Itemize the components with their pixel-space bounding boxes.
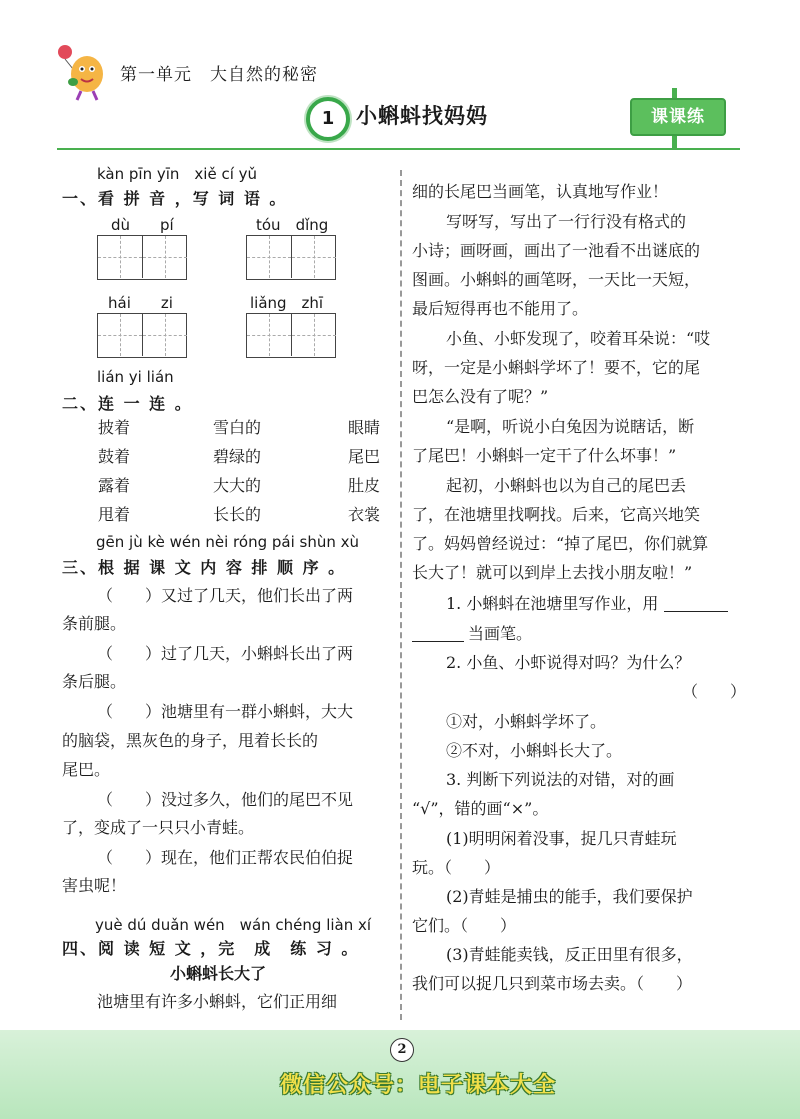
passage-line: 写呀写，写出了一行行没有格式的 (446, 212, 687, 231)
answer-blank[interactable] (412, 627, 464, 642)
judge-item-cont[interactable]: 它们。（ ） (412, 916, 517, 935)
question-2: 2. 小鱼、小虾说得对吗？为什么？ (446, 653, 691, 672)
match-left[interactable]: 披着 (98, 418, 131, 437)
judge-item-cont[interactable]: 我们可以捉几只到菜市场去卖。（ ） (412, 974, 693, 993)
lesson-title: 小蝌蚪找妈妈 (356, 104, 488, 128)
section4-pinyin: yuè dú duǎn wén wán chéng liàn xí (95, 916, 372, 934)
match-right[interactable]: 尾巴 (348, 447, 381, 466)
passage-line: 小鱼、小虾发现了，咬着耳朵说：“哎 (446, 329, 711, 348)
question-1-text: 1. 小蝌蚪在池塘里写作业，用 (446, 594, 659, 613)
passage-line: 最后短得再也不能用了。 (412, 299, 589, 318)
answer-paren[interactable]: （ ） (682, 682, 747, 701)
match-right[interactable]: 肚皮 (348, 476, 381, 495)
order-item[interactable]: （ ）现在，他们正帮农民伯伯捉 (97, 848, 354, 867)
box4-pinyin: liǎng zhī (250, 294, 324, 312)
section4-title: 四、阅 读 短 文 ，完 成 练 习 。 (62, 939, 360, 958)
box1-pinyin: dù pí (111, 216, 174, 234)
match-middle[interactable]: 大大的 (213, 476, 262, 495)
order-item[interactable]: （ ）又过了几天，他们长出了两 (97, 586, 354, 605)
passage-line: 细的长尾巴当画笔，认真地写作业！ (412, 182, 669, 201)
passage-line: 小诗；画呀画，画出了一池看不出谜底的 (412, 241, 701, 260)
match-middle[interactable]: 长长的 (213, 505, 262, 524)
question-3-cont: “√”，错的画“×”。 (412, 799, 549, 818)
match-left[interactable]: 鼓着 (98, 447, 131, 466)
section2-pinyin: lián yi lián (97, 368, 174, 386)
order-item-cont: 了，变成了一只只小青蛙。 (62, 818, 255, 837)
match-left[interactable]: 甩着 (98, 505, 131, 524)
order-item-cont: 害虫呢！ (62, 876, 127, 895)
question-1 (446, 596, 728, 612)
order-item-cont: 尾巴。 (62, 760, 111, 779)
match-middle[interactable]: 碧绿的 (213, 447, 262, 466)
order-item[interactable]: （ ）池塘里有一群小蝌蚪，大大 (97, 702, 354, 721)
passage-line: 了，在池塘里找啊找。后来，它高兴地笑 (412, 505, 701, 524)
box3-pinyin: hái zi (108, 294, 173, 312)
header-rule (57, 148, 740, 150)
passage-line: 长大了！就可以到岸上去找小朋友啦！” (412, 563, 693, 582)
section3-title: 三、根 据 课 文 内 容 排 顺 序 。 (62, 558, 347, 577)
match-left[interactable]: 露着 (98, 476, 131, 495)
page-number: 2 (390, 1038, 414, 1062)
passage-line: 起初，小蝌蚪也以为自己的尾巴丢 (446, 476, 687, 495)
answer-blank[interactable] (664, 597, 728, 612)
judge-item: (2)青蛙是捕虫的能手，我们要保护 (446, 887, 693, 906)
box2-pinyin: tóu dǐng (256, 216, 329, 234)
writing-box[interactable] (97, 235, 187, 280)
judge-item: (3)青蛙能卖钱，反正田里有很多， (446, 945, 693, 964)
lesson-number: 1 (306, 97, 350, 141)
passage-line: 巴怎么没有了呢？” (412, 387, 549, 406)
writing-box[interactable] (246, 313, 336, 358)
passage-line: 池塘里有许多小蝌蚪，它们正用细 (97, 992, 338, 1011)
option-1[interactable]: ①对，小蝌蚪学坏了。 (446, 712, 607, 731)
passage-title: 小蝌蚪长大了 (170, 964, 267, 983)
question-1-cont (412, 626, 532, 642)
match-middle[interactable]: 雪白的 (213, 418, 262, 437)
question-3: 3. 判断下列说法的对错，对的画 (446, 770, 675, 789)
unit-title: 第一单元 大自然的秘密 (120, 65, 318, 85)
section1-title: 一、看 拼 音 ，写 词 语 。 (62, 189, 288, 208)
match-right[interactable]: 眼睛 (348, 418, 381, 437)
passage-line: 了。妈妈曾经说过：“掉了尾巴，你们就算 (412, 534, 709, 553)
passage-line: 呀，一定是小蝌蚪学坏了！要不，它的尾 (412, 358, 701, 377)
lesson-badge: 课课练 (630, 98, 726, 136)
section1-pinyin: kàn pīn yīn xiě cí yǔ (97, 165, 258, 183)
order-item-cont: 条后腿。 (62, 672, 127, 691)
section3-pinyin: gēn jù kè wén nèi róng pái shùn xù (96, 533, 360, 551)
judge-item-cont[interactable]: 玩。（ ） (412, 858, 501, 877)
passage-line: 了尾巴！小蝌蚪一定干了什么坏事！” (412, 446, 677, 465)
order-item[interactable]: （ ）过了几天，小蝌蚪长出了两 (97, 644, 354, 663)
order-item-cont: 条前腿。 (62, 614, 127, 633)
writing-box[interactable] (246, 235, 336, 280)
option-2[interactable]: ②不对，小蝌蚪长大了。 (446, 741, 623, 760)
passage-line: 图画。小蝌蚪的画笔呀，一天比一天短， (412, 270, 701, 289)
column-divider (400, 170, 402, 1020)
mascot-illustration (55, 42, 111, 102)
order-item[interactable]: （ ）没过多久，他们的尾巴不见 (97, 790, 354, 809)
order-item-cont: 的脑袋，黑灰色的身子，甩着长长的 (62, 731, 319, 750)
match-right[interactable]: 衣裳 (348, 505, 381, 524)
writing-box[interactable] (97, 313, 187, 358)
passage-line: “是啊，听说小白兔因为说瞎话，断 (446, 417, 695, 436)
wechat-watermark: 微信公众号：电子课本大全 (280, 1073, 557, 1098)
question-1-text-cont: 当画笔。 (468, 624, 533, 643)
section2-title: 二、连 一 连 。 (62, 394, 193, 413)
judge-item: (1)明明闲着没事，捉几只青蛙玩 (446, 829, 677, 848)
